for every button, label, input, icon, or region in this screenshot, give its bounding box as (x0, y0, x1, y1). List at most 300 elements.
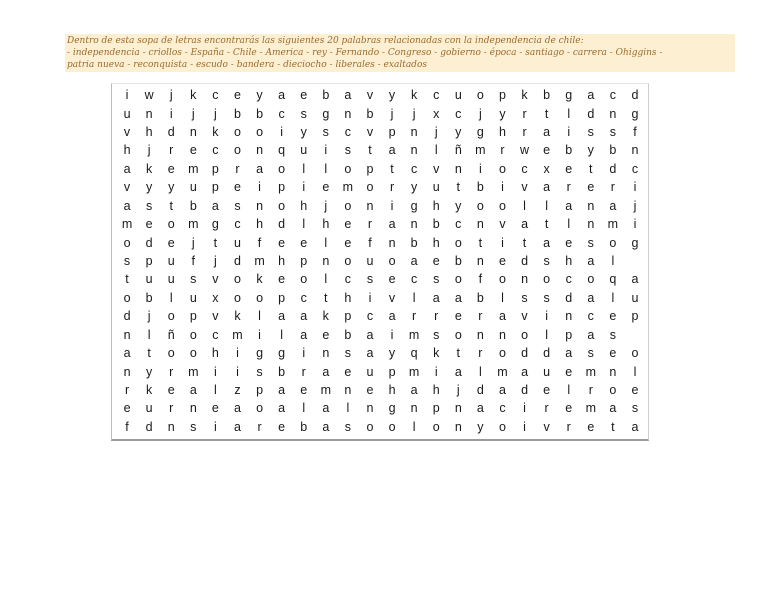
grid-letter: p (631, 309, 639, 324)
grid-letter: o (432, 419, 440, 434)
grid-letter: a (521, 364, 529, 379)
grid-letter: o (256, 125, 264, 140)
grid-letter: o (609, 235, 617, 250)
grid-letter: j (213, 253, 217, 268)
grid-letter: l (324, 161, 328, 176)
grid-letter: u (366, 364, 374, 379)
grid-letter (624, 252, 646, 270)
grid-letter: s (609, 125, 616, 140)
grid-letter: u (167, 272, 175, 287)
grid-letter: a (233, 401, 241, 416)
grid-letter: o (476, 88, 484, 103)
grid-letter: h (432, 198, 440, 213)
grid-letter: o (476, 198, 484, 213)
grid-letter: i (302, 346, 306, 361)
grid-letter: m (232, 327, 243, 342)
grid-letter: e (167, 235, 175, 250)
grid-letter: p (256, 382, 264, 397)
grid-letter: i (213, 419, 217, 434)
grid-letter: p (388, 125, 396, 140)
grid-letter: j (434, 125, 438, 140)
grid-letter: a (587, 327, 595, 342)
grid-letter: s (609, 327, 616, 342)
grid-letter: n (454, 419, 462, 434)
grid-letter: g (211, 217, 219, 232)
grid-letter: r (610, 180, 615, 195)
grid-letter: l (280, 327, 283, 342)
grid-letter: x (543, 161, 550, 176)
grid-letter: s (543, 253, 550, 268)
grid-letter: n (587, 217, 595, 232)
grid-letter: f (368, 235, 372, 250)
grid-letter: s (190, 272, 197, 287)
grid-letter: h (498, 125, 506, 140)
grid-letter: a (278, 309, 286, 324)
grid-letter: f (125, 419, 129, 434)
grid-letter: j (390, 106, 394, 121)
grid-letter: h (145, 125, 153, 140)
grid-letter: m (320, 382, 331, 397)
grid-letter: j (213, 106, 217, 121)
grid-letter: s (543, 290, 550, 305)
grid-letter: o (454, 327, 462, 342)
grid-letter: b (609, 143, 617, 158)
grid-letter: o (278, 198, 286, 213)
grid-letter: n (189, 125, 197, 140)
grid-letter: e (565, 235, 573, 250)
grid-letter: b (322, 88, 330, 103)
grid-letter: e (344, 235, 352, 250)
grid-letter: o (454, 235, 462, 250)
grid-letter: d (587, 106, 595, 121)
grid-letter: t (456, 346, 461, 361)
grid-letter: c (212, 88, 219, 103)
grid-letter: o (454, 272, 462, 287)
grid-letter: e (366, 382, 374, 397)
grid-letter: i (523, 419, 526, 434)
grid-letter: a (631, 419, 639, 434)
grid-letter: p (189, 309, 197, 324)
grid-letter: d (543, 346, 551, 361)
grid-letter: o (631, 346, 639, 361)
grid-letter: m (585, 364, 596, 379)
grid-letter: a (388, 217, 396, 232)
grid-letter: o (388, 253, 396, 268)
grid-letter: r (500, 143, 505, 158)
grid-letter: t (390, 161, 394, 176)
grid-letter: c (455, 217, 462, 232)
grid-letter: h (278, 253, 286, 268)
grid-letter: n (410, 217, 418, 232)
grid-letter: b (432, 217, 440, 232)
grid-letter (624, 325, 646, 343)
grid-letter: l (434, 143, 438, 158)
grid-letter: k (521, 88, 528, 103)
grid-letter: e (278, 419, 286, 434)
grid-letter: a (587, 253, 595, 268)
grid-letter: a (454, 364, 462, 379)
grid-letter: r (257, 419, 262, 434)
grid-letter: c (300, 290, 307, 305)
grid-letter: n (454, 401, 462, 416)
grid-letter: n (476, 253, 484, 268)
grid-letter: o (366, 419, 374, 434)
grid-letter: i (302, 180, 306, 195)
grid-letter: m (408, 364, 420, 379)
grid-letter: n (476, 217, 484, 232)
grid-letter: n (410, 401, 418, 416)
grid-letter: c (344, 272, 351, 287)
grid-letter: e (322, 180, 330, 195)
grid-letter: i (633, 180, 637, 195)
grid-letter: e (609, 346, 617, 361)
grid-letter: n (587, 198, 595, 213)
grid-letter: r (169, 401, 174, 416)
grid-letter: o (498, 419, 506, 434)
grid-letter: v (123, 125, 131, 140)
grid-letter: l (324, 272, 328, 287)
grid-letter: q (410, 346, 418, 361)
grid-letter: i (280, 125, 283, 140)
grid-letter: o (123, 290, 131, 305)
grid-letter: c (433, 88, 440, 103)
grid-letter: o (189, 327, 197, 342)
grid-letter: n (344, 106, 352, 121)
grid-letter: s (344, 346, 351, 361)
grid-letter: p (344, 309, 352, 324)
grid-letter: r (478, 309, 483, 324)
grid-letter: l (302, 401, 306, 416)
grid-letter: i (501, 180, 504, 195)
grid-letter: o (278, 161, 286, 176)
grid-letter: w (520, 143, 530, 158)
grid-letter: e (322, 327, 330, 342)
grid-letter: l (545, 327, 548, 342)
grid-letter: e (233, 88, 241, 103)
instructions-line-2: - independencia - criollos - España - Chile - America - rey - Fernando - Congreso - gobierno - época - santiago - carrera - Ohiggins - (67, 48, 663, 58)
grid-letter: l (147, 327, 151, 342)
grid-letter: i (368, 290, 372, 305)
grid-letter: a (322, 419, 330, 434)
grid-letter: i (213, 364, 217, 379)
grid-letter: o (233, 143, 241, 158)
grid-letter: t (589, 161, 593, 176)
grid-letter: k (410, 88, 418, 103)
grid-letter: s (433, 327, 440, 342)
grid-letter: a (300, 327, 308, 342)
grid-letter: y (256, 88, 263, 103)
grid-letter: n (609, 106, 617, 121)
grid-letter: v (433, 161, 440, 176)
grid-letter: n (498, 327, 506, 342)
grid-letter: r (169, 364, 174, 379)
grid-letter: o (498, 161, 506, 176)
instructions-line-3: patria nueva - reconquista - escudo - bandera - dieciocho - liberales - exaltados (67, 60, 427, 70)
grid-letter: m (254, 253, 265, 268)
grid-letter: b (565, 143, 573, 158)
grid-letter: r (566, 419, 571, 434)
grid-letter: e (278, 235, 286, 250)
grid-letter: r (412, 309, 417, 324)
grid-letter: e (211, 401, 219, 416)
grid-letter: v (521, 309, 528, 324)
grid-letter: j (633, 198, 637, 213)
grid-letter: t (456, 180, 461, 195)
grid-letter: d (521, 382, 529, 397)
grid-letter: p (278, 290, 286, 305)
grid-letter: o (167, 309, 175, 324)
grid-letter: t (169, 198, 173, 213)
grid-letter: a (543, 180, 551, 195)
grid-letter: f (633, 125, 637, 140)
grid-letter: a (432, 290, 440, 305)
grid-letter: f (257, 235, 262, 250)
grid-letter: g (631, 106, 639, 121)
grid-letter: i (236, 346, 239, 361)
grid-letter: p (278, 180, 286, 195)
grid-letter: c (212, 143, 219, 158)
grid-letter: b (256, 106, 264, 121)
grid-letter: a (388, 309, 396, 324)
grid-letter: t (544, 106, 549, 121)
grid-letter: x (433, 106, 440, 121)
grid-letter: n (565, 309, 573, 324)
grid-letter: n (410, 125, 418, 140)
grid-letter: e (167, 161, 175, 176)
grid-letter: o (609, 382, 617, 397)
grid-letter: a (565, 346, 573, 361)
grid-letter: h (432, 382, 440, 397)
grid-letter: r (124, 382, 130, 397)
grid-letter: i (258, 327, 261, 342)
grid-letter: p (565, 327, 573, 342)
grid-letter: t (147, 346, 151, 361)
grid-letter: e (233, 180, 241, 195)
grid-letter: p (366, 161, 374, 176)
grid-letter: n (631, 143, 639, 158)
grid-letter: u (145, 272, 153, 287)
grid-letter: r (434, 309, 439, 324)
grid-letter: d (167, 125, 175, 140)
grid-letter: i (258, 180, 261, 195)
grid-letter: c (410, 161, 418, 176)
grid-letter: l (523, 198, 526, 213)
grid-letter: j (147, 309, 151, 324)
grid-letter: a (388, 143, 396, 158)
grid-letter: o (167, 346, 175, 361)
grid-letter: b (300, 419, 308, 434)
instructions-line-1: Dentro de esta sopa de letras encontrarás las siguientes 20 palabras relacionadas con la independencia de chile: (67, 36, 584, 46)
grid-letter: e (587, 419, 595, 434)
grid-letter: a (322, 364, 330, 379)
grid-letter: s (366, 272, 374, 287)
grid-letter: i (390, 198, 394, 213)
grid-letter: l (258, 309, 261, 324)
grid-letter: m (607, 217, 619, 232)
grid-letter: n (388, 235, 396, 250)
grid-letter: y (455, 198, 462, 213)
grid-letter: u (300, 143, 308, 158)
grid-letter: p (388, 364, 396, 379)
grid-letter: e (300, 382, 308, 397)
grid-letter: e (189, 143, 197, 158)
grid-letter: r (566, 180, 571, 195)
grid-letter: t (213, 235, 218, 250)
grid-letter: y (388, 346, 396, 361)
grid-letter: r (522, 106, 527, 121)
grid-letter: s (631, 401, 639, 416)
grid-letter: h (123, 143, 131, 158)
grid-letter: p (498, 88, 506, 103)
grid-letter: v (366, 125, 374, 140)
grid-letter: j (147, 143, 151, 158)
grid-letter: y (145, 180, 153, 195)
grid-letter: l (567, 217, 571, 232)
grid-letter: a (410, 382, 418, 397)
grid-letter: j (456, 382, 460, 397)
grid-letter: r (169, 143, 174, 158)
grid-letter: c (587, 309, 594, 324)
grid-letter: a (476, 401, 484, 416)
grid-letter: o (300, 272, 308, 287)
grid-letter: h (388, 382, 396, 397)
grid-letter: y (410, 180, 418, 195)
grid-letter: e (278, 272, 286, 287)
grid-letter: e (631, 382, 639, 397)
grid-letter: i (169, 106, 173, 121)
grid-letter: e (432, 253, 440, 268)
grid-letter: d (233, 253, 241, 268)
grid-letter: o (123, 235, 131, 250)
grid-letter: a (587, 88, 595, 103)
grid-letter: i (236, 364, 239, 379)
grid-letter: d (145, 235, 153, 250)
grid-letter: h (322, 217, 330, 232)
grid-letter: i (324, 143, 328, 158)
grid-letter: b (366, 106, 374, 121)
grid-letter: b (476, 180, 484, 195)
grid-letter: p (432, 401, 440, 416)
grid-letter: s (322, 125, 329, 140)
grid-letter: a (256, 161, 264, 176)
grid-letter: c (344, 125, 351, 140)
grid-letter: n (256, 143, 264, 158)
grid-letter: p (211, 161, 219, 176)
grid-letter: a (587, 290, 595, 305)
grid-letter: a (123, 198, 131, 213)
grid-letter: y (168, 180, 175, 195)
grid-letter: l (611, 253, 615, 268)
grid-letter: g (565, 88, 573, 103)
grid-letter: e (388, 272, 396, 287)
grid-letter: u (189, 290, 197, 305)
grid-letter: e (565, 161, 573, 176)
grid-letter: s (123, 253, 131, 268)
grid-letter: a (322, 401, 330, 416)
grid-letter: n (322, 346, 330, 361)
grid-letter: h (300, 198, 308, 213)
grid-letter: l (324, 235, 328, 250)
grid-letter: d (145, 419, 153, 434)
grid-letter: a (565, 198, 573, 213)
grid-letter: m (475, 143, 486, 158)
grid-letter: d (123, 309, 131, 324)
grid-letter: m (342, 180, 354, 195)
grid-letter: o (344, 253, 352, 268)
letter-grid (116, 86, 646, 436)
grid-letter: w (144, 88, 154, 103)
grid-letter: s (256, 364, 263, 379)
grid-letter: t (324, 290, 328, 305)
grid-letter: l (545, 198, 548, 213)
grid-letter: l (412, 290, 416, 305)
grid-letter: d (476, 382, 484, 397)
grid-letter: m (408, 327, 420, 342)
grid-letter: v (388, 290, 396, 305)
grid-letter: u (454, 88, 462, 103)
grid-letter: t (368, 143, 372, 158)
grid-letter: a (211, 198, 219, 213)
grid-letter: e (344, 217, 352, 232)
grid-letter: a (123, 161, 131, 176)
grid-letter: c (366, 309, 374, 324)
grid-letter: d (565, 290, 573, 305)
word-search-puzzle (111, 83, 649, 441)
grid-letter: z (234, 382, 241, 397)
grid-letter: p (211, 180, 219, 195)
grid-letter: r (478, 346, 483, 361)
grid-letter: l (169, 290, 173, 305)
grid-letter: n (167, 419, 175, 434)
grid-letter: k (145, 382, 153, 397)
grid-letter: a (278, 88, 286, 103)
grid-letter: j (324, 198, 328, 213)
grid-letter: a (278, 382, 286, 397)
grid-letter: n (123, 327, 131, 342)
grid-letter: m (121, 217, 133, 232)
grid-letter: i (125, 88, 129, 103)
grid-letter: s (300, 106, 307, 121)
grid-letter: b (278, 364, 286, 379)
grid-letter: u (123, 106, 131, 121)
grid-letter: a (454, 290, 462, 305)
grid-letter: o (587, 272, 595, 287)
grid-letter: o (521, 327, 529, 342)
grid-letter: e (145, 217, 153, 232)
grid-letter: i (434, 364, 438, 379)
grid-letter: q (278, 143, 286, 158)
grid-letter: k (212, 125, 219, 140)
grid-letter: s (234, 198, 241, 213)
grid-letter: u (543, 364, 551, 379)
grid-letter: n (189, 401, 197, 416)
grid-letter: k (256, 272, 263, 287)
grid-letter: l (213, 382, 217, 397)
grid-letter: q (609, 272, 617, 287)
grid-letter: n (521, 272, 529, 287)
grid-letter: l (567, 382, 571, 397)
grid-letter: l (633, 364, 637, 379)
grid-letter: g (256, 346, 264, 361)
grid-letter: h (344, 290, 352, 305)
grid-letter: v (521, 180, 528, 195)
grid-letter: g (410, 198, 418, 213)
grid-letter: s (190, 419, 197, 434)
grid-letter: a (631, 272, 639, 287)
grid-letter: e (300, 88, 308, 103)
grid-letter: o (233, 272, 241, 287)
grid-letter: a (344, 88, 352, 103)
